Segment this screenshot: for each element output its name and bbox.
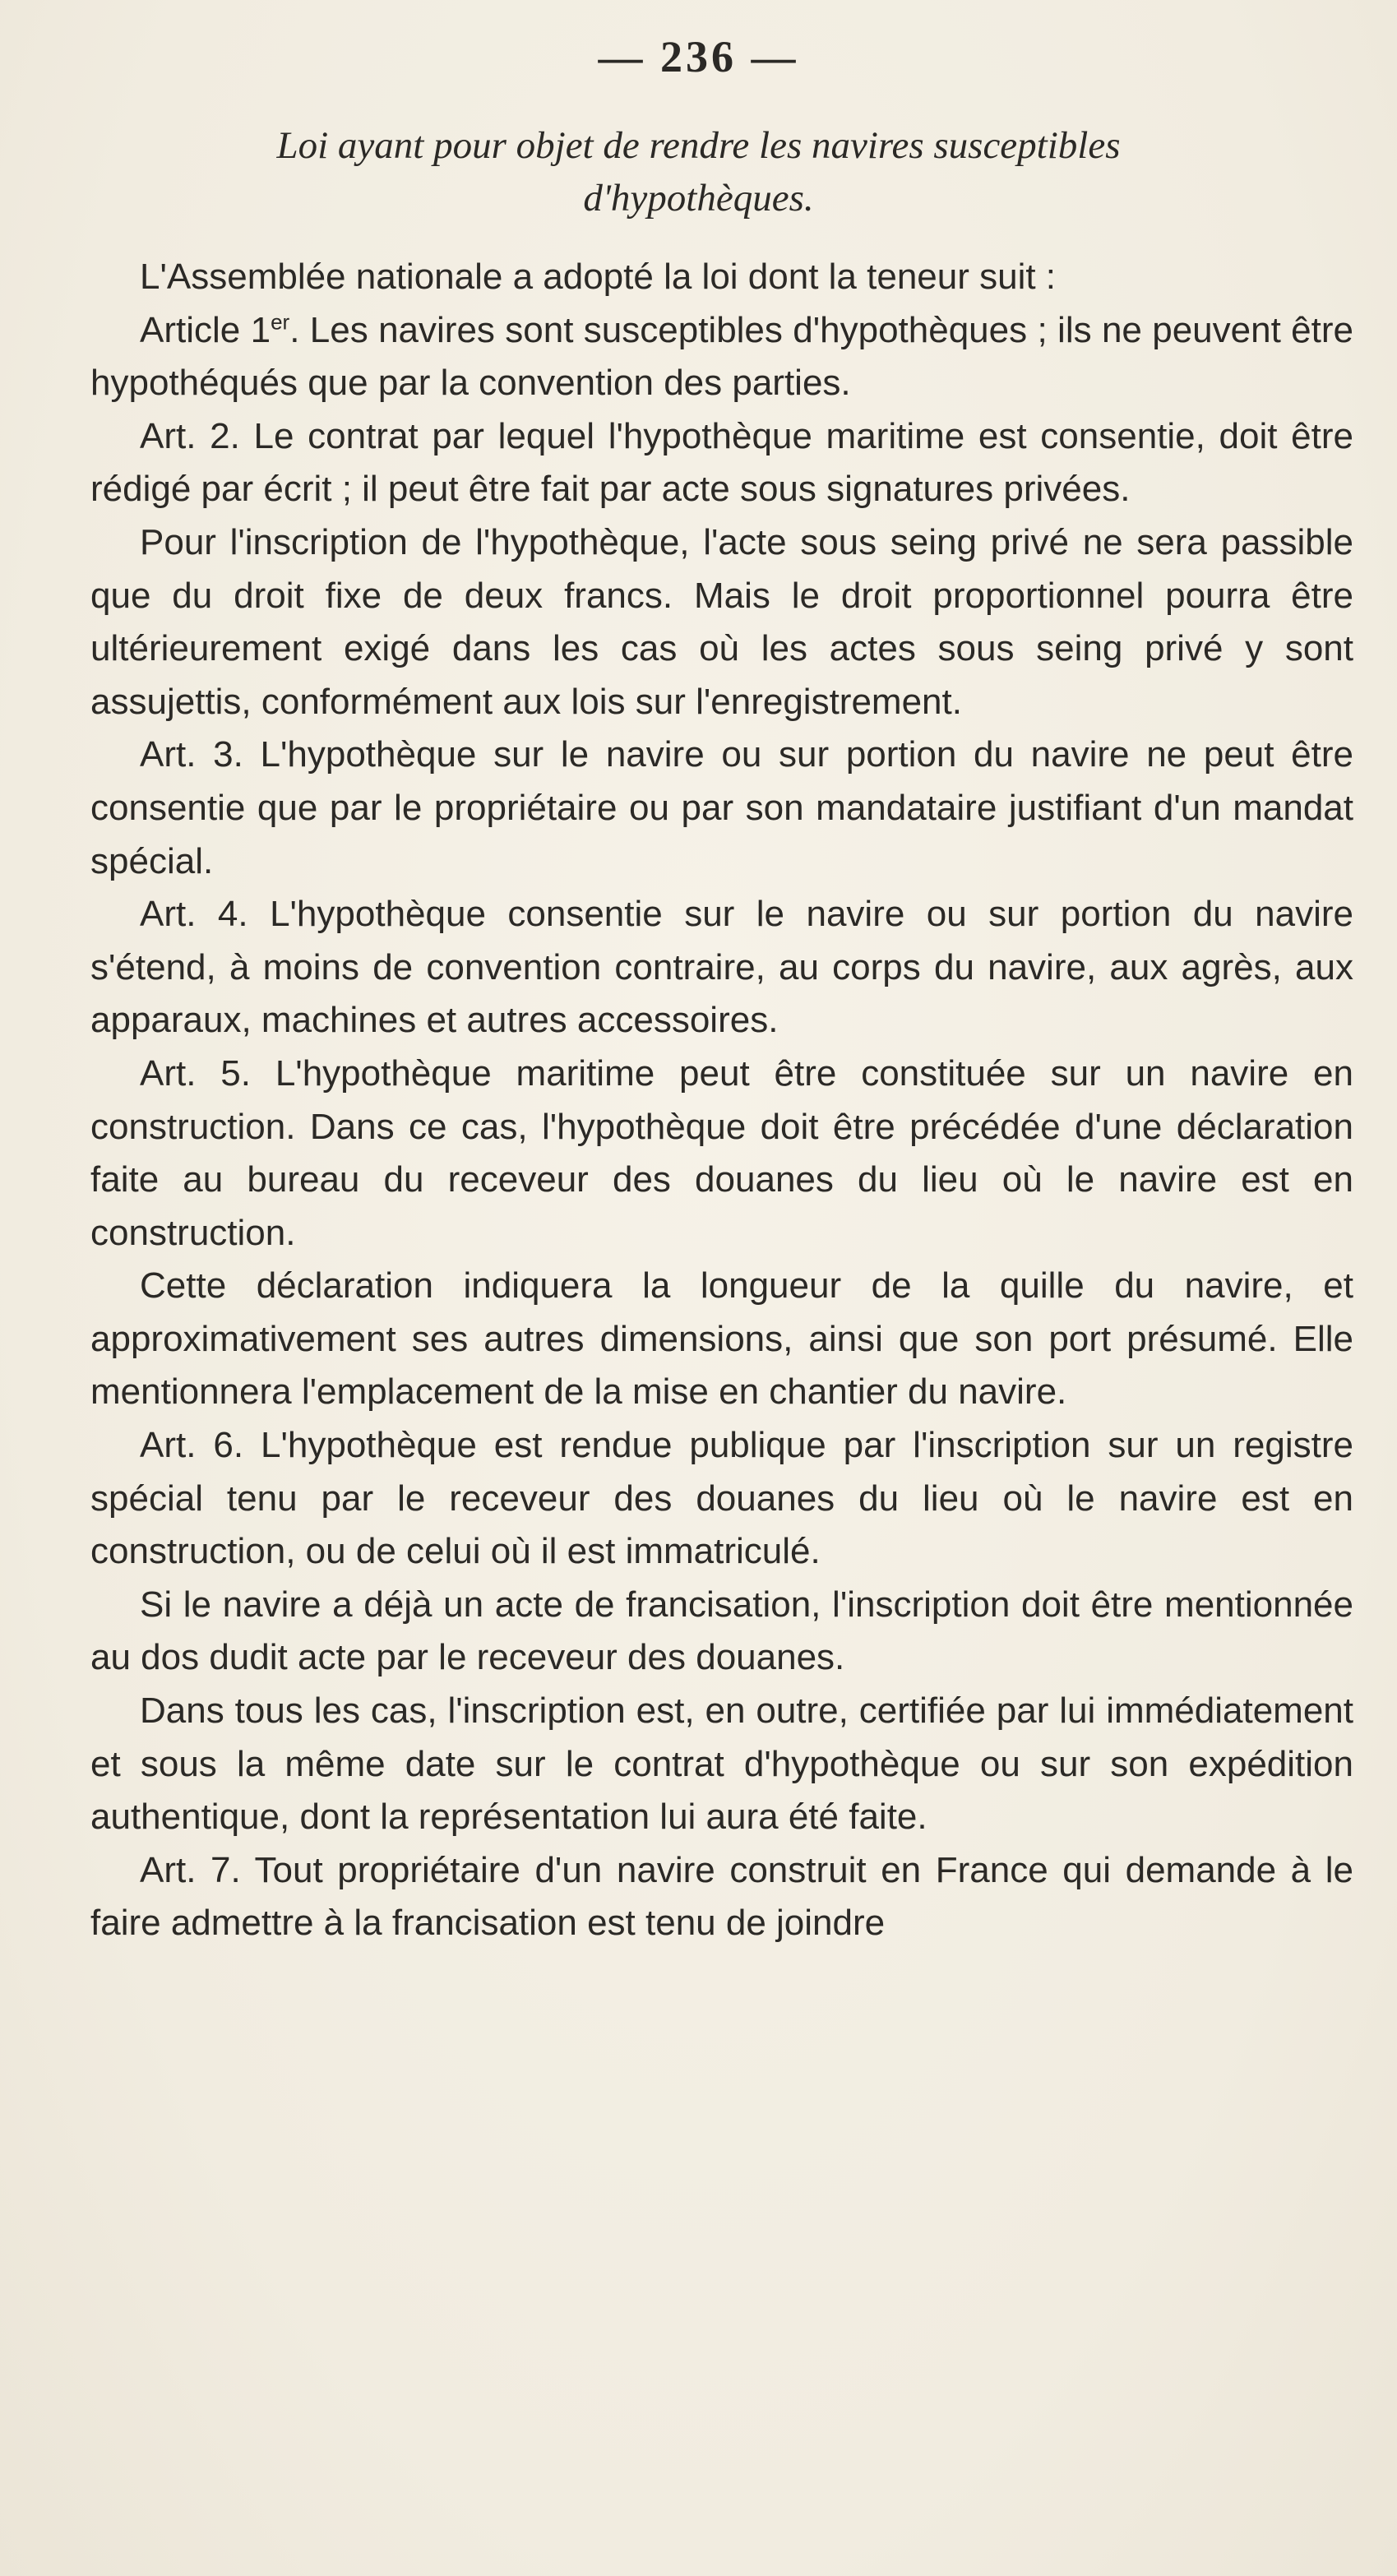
law-title-line-1: Loi ayant pour objet de rendre les navires susceptibles (276, 124, 1121, 167)
law-body (90, 251, 1353, 1950)
article-5-declaration-paragraph: Cette déclaration indiquera la longueur de la quille du navire, et approximativement ses autres dimensions, ainsi que son port présumé. Elle mentionnera l'emplacement de la mise en chantier du navire. (90, 1265, 1353, 1413)
article-2-paragraph: Art. 2. Le contrat par lequel l'hypothèque maritime est consentie, doit être rédigé par écrit ; il peut être fait par acte sous signatures privées. (90, 415, 1353, 510)
article-1-text: . Les navires sont susceptibles d'hypothèques ; ils ne peuvent être hypothéqués que par la convention des parties. (90, 309, 1353, 404)
article-7-paragraph: Art. 7. Tout propriétaire d'un navire construit en France qui demande à le faire admettre à la francisation est tenu de joindre (90, 1849, 1353, 1944)
article-6-paragraph: Art. 6. L'hypothèque est rendue publique par l'inscription sur un registre spécial tenu par le receveur des douanes du lieu où le navire est en construction, ou de celui où il est immatriculé. (90, 1425, 1353, 1572)
article-3-paragraph: Art. 3. L'hypothèque sur le navire ou sur portion du navire ne peut être consentie que par le propriétaire ou par son mandataire justifiant d'un mandat spécial. (90, 734, 1353, 881)
article-1-paragraph (90, 304, 1353, 410)
law-title-line-2: d'hypothèques. (583, 177, 814, 220)
article-4-paragraph: Art. 4. L'hypothèque consentie sur le navire ou sur portion du navire s'étend, à moins de convention contraire, au corps du navire, aux agrès, aux apparaux, machines et autres accessoires. (90, 894, 1353, 1041)
article-5-paragraph: Art. 5. L'hypothèque maritime peut être constituée sur un navire en construction. Dans ce cas, l'hypothèque doit être précédée d'une déclaration faite au bureau du receveur des douanes du lieu où le navire est en construction. (90, 1052, 1353, 1253)
page-number: — 236 — (598, 32, 799, 81)
article-1-label: Article 1 (140, 309, 271, 350)
article-2-inscription-paragraph: Pour l'inscription de l'hypothèque, l'acte sous seing privé ne sera passible que du droit fixe de deux francs. Mais le droit proportionnel pourra être ultérieurement exigé dans les cas où les actes sous seing privé y sont assujettis, conformément aux lois sur l'enregistrement. (90, 521, 1353, 722)
preamble-paragraph: L'Assemblée nationale a adopté la loi dont la teneur suit : (140, 257, 1057, 297)
article-6-certification-paragraph: Dans tous les cas, l'inscription est, en outre, certifiée par lui immédiatement et sous la même date sur le contrat d'hypothèque ou sur son expédition authentique, dont la représentation lui aura été faite. (90, 1690, 1353, 1838)
article-1-ordinal: er (271, 308, 290, 334)
article-6-francisation-paragraph: Si le navire a déjà un acte de francisation, l'inscription doit être mentionnée au dos dudit acte par le receveur des douanes. (90, 1584, 1353, 1678)
law-title (90, 119, 1307, 224)
